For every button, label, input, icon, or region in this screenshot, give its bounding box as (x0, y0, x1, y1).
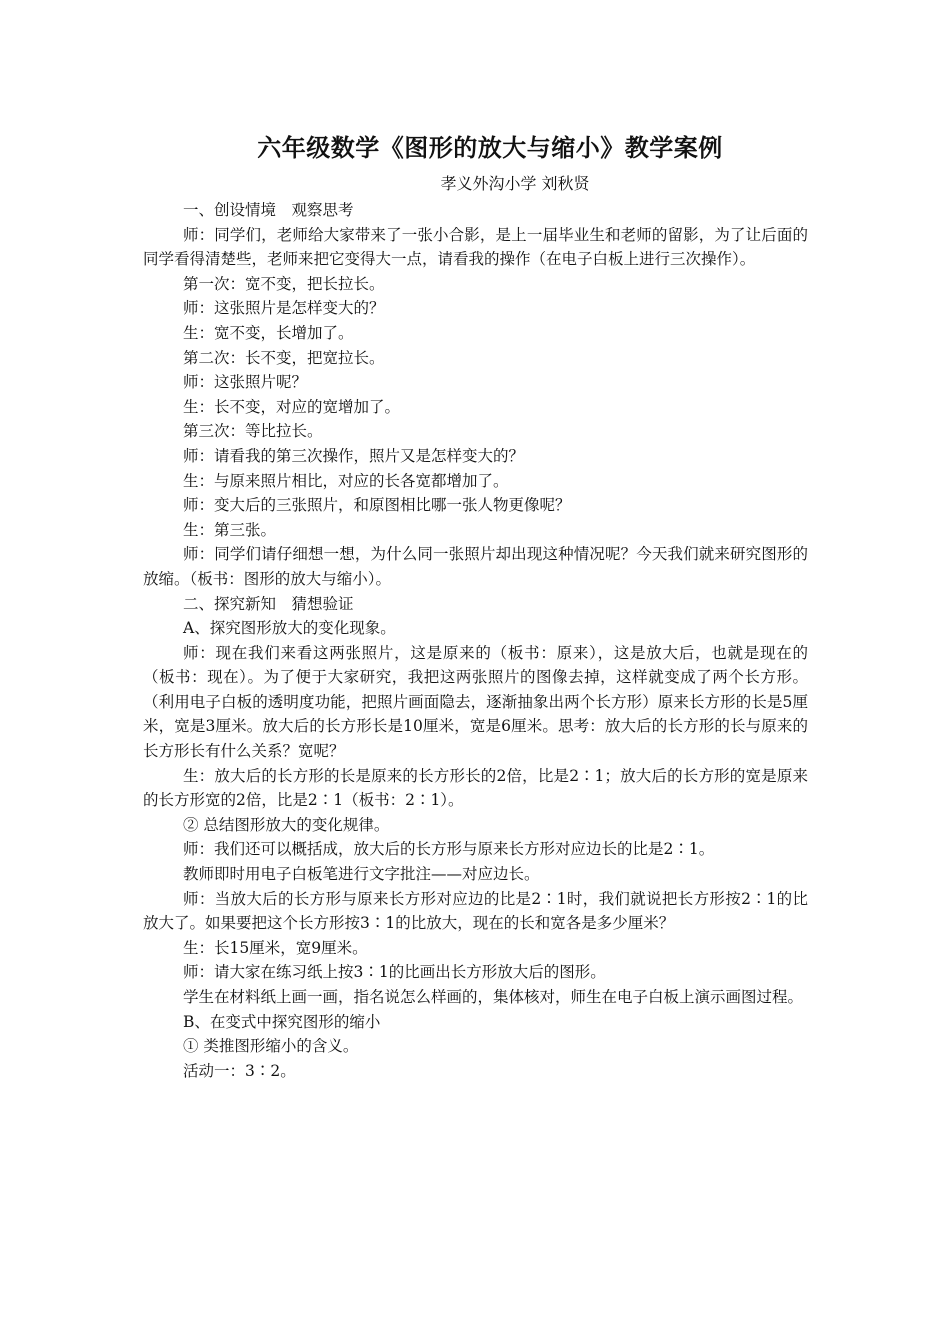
paragraph: 生：长15厘米，宽9厘米。 (183, 938, 368, 957)
paragraph: 二、探究新知 猜想验证 (183, 594, 354, 613)
paragraph: 生：第三张。 (183, 520, 277, 539)
paragraph: 师：请看我的第三次操作，照片又是怎样变大的？ (183, 446, 525, 465)
paragraph: 师：当放大后的长方形与原来长方形对应边的比是2∶1时，我们就说把长方形按2∶1的比放大了。如果要把这个长方形按3∶1的比放大，现在的长和宽各是多少厘米？ (143, 889, 808, 933)
paragraph: 学生在材料纸上画一画，指名说怎么样画的，集体核对，师生在电子白板上演示画图过程。 (183, 988, 804, 1006)
paragraph: ① 类推图形缩小的含义。 (183, 1037, 359, 1056)
paragraph: ② 总结图形放大的变化规律。 (183, 815, 390, 834)
paragraph: 师：这张照片呢？ (183, 373, 308, 392)
paragraph: 第一次：宽不变，把长拉长。 (183, 274, 385, 293)
paragraph: 第三次：等比拉长。 (183, 422, 323, 441)
paragraph: 师：变大后的三张照片，和原图相比哪一张人物更像呢？ (183, 496, 571, 515)
paragraph: 生：长不变，对应的宽增加了。 (183, 397, 401, 416)
paragraph: 生：宽不变，长增加了。 (183, 323, 354, 342)
document-author: 孝义外沟小学 刘秋贤 (440, 174, 590, 193)
paragraph: A、探究图形放大的变化现象。 (183, 619, 396, 638)
document-body (143, 198, 808, 1083)
document-title: 六年级数学《图形的放大与缩小》教学案例 (257, 133, 723, 162)
paragraph: 师：现在我们来看这两张照片，这是原来的（板书：原来），这是放大后，也就是现在的（板书：现在）。为了便于大家研究，我把这两张照片的图像去掉，这样就变成了两个长方形。（利用电子白板的透明度功能，把照片画面隐去，逐渐抽象出两个长方形）原来长方形的长是5厘米，宽是3厘米。放大后的长方形长是10厘米，宽是6厘米。思考：放大后的长方形的长与原来的长方形长有什么关系？宽呢？ (143, 643, 808, 761)
paragraph: B、在变式中探究图形的缩小 (183, 1012, 381, 1031)
paragraph: 活动一：3∶2。 (183, 1061, 296, 1080)
paragraph: 师：同学们请仔细想一想，为什么同一张照片却出现这种情况呢？今天我们就来研究图形的放缩。（板书：图形的放大与缩小）。 (143, 545, 808, 588)
paragraph: 第二次：长不变，把宽拉长。 (183, 348, 385, 367)
paragraph: 生：放大后的长方形的长是原来的长方形长的2倍，比是2∶1；放大后的长方形的宽是原来的长方形宽的2倍，比是2∶1（板书：2∶1）。 (143, 766, 808, 810)
paragraph: 师：我们还可以概括成，放大后的长方形与原来长方形对应边长的比是2∶1。 (183, 840, 715, 859)
paragraph: 教师即时用电子白板笔进行文字批注——对应边长。 (183, 865, 540, 884)
paragraph: 师：这张照片是怎样变大的？ (183, 299, 385, 318)
paragraph: 一、创设情境 观察思考 (183, 201, 354, 219)
paragraph: 师：同学们，老师给大家带来了一张小合影，是上一届毕业生和老师的留影，为了让后面的同学看得清楚些，老师来把它变得大一点，请看我的操作（在电子白板上进行三次操作）。 (143, 225, 808, 269)
paragraph: 生：与原来照片相比，对应的长各宽都增加了。 (183, 471, 509, 490)
paragraph: 师：请大家在练习纸上按3∶1的比画出长方形放大后的图形。 (183, 963, 606, 982)
